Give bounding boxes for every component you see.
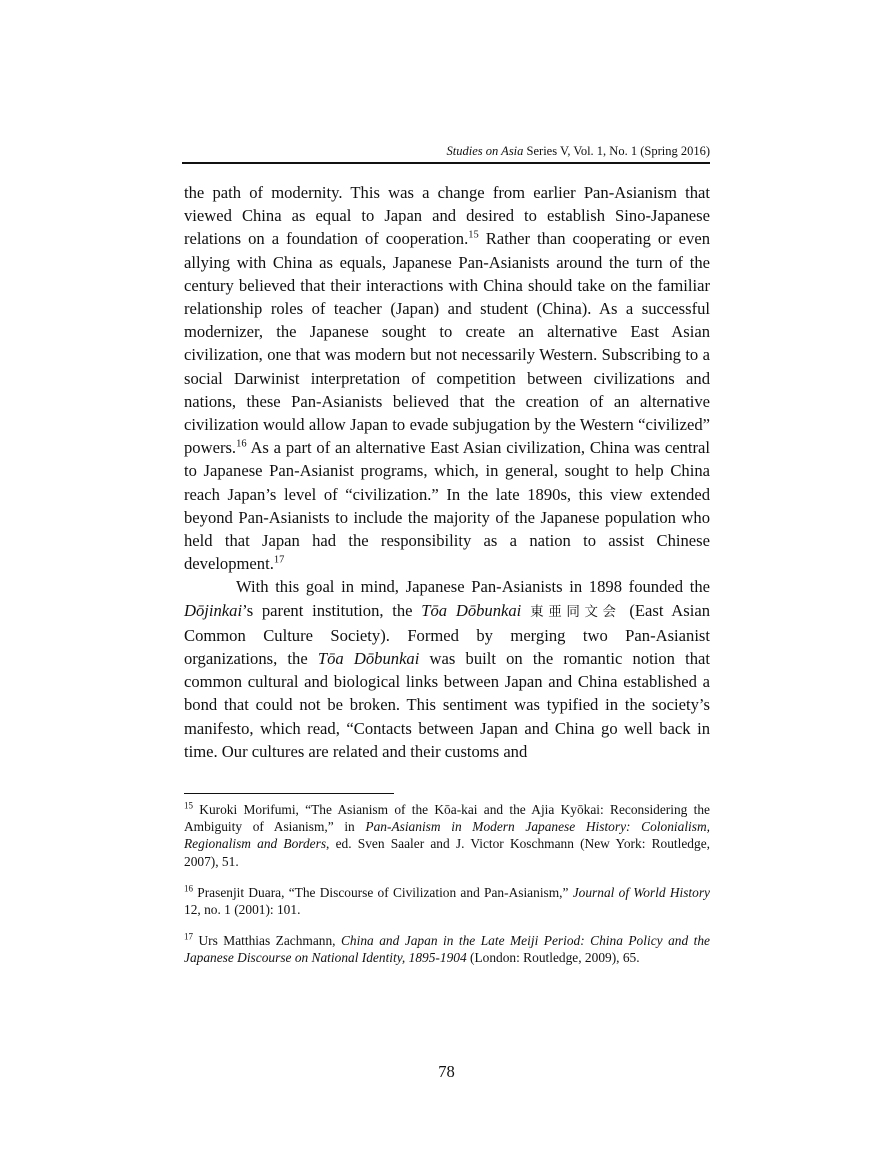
footnote-16-title: Journal of World History (572, 884, 710, 900)
term-dojinkai: Dōjinkai (184, 600, 243, 620)
footnote-number-17: 17 (184, 931, 193, 942)
footnote-ref-16[interactable]: 16 (236, 438, 247, 450)
footnote-17-text-a: Urs Matthias Zachmann, (193, 933, 341, 949)
paragraph-2-text-c: (East Asian Common Culture Society). Formed by merging two Pan-Asianist organizations, the (184, 600, 710, 669)
paragraph-1-text-c: As a part of an alternative East Asian civilization, China was central to Japanese Pan-Asianist programs, which, in general, sought to help China reach Japan’s level of “civilization.” In the late 1890s, this view extended beyond Pan-Asianists to include the majority of the Japanese population who held that Japan had the responsibility as a nation to assist Chinese development. (184, 438, 710, 574)
term-toa-dobunkai-kanji: 東亜同文会 (521, 603, 621, 620)
footnote-17-text-b: (London: Routledge, 2009), 65. (466, 950, 640, 966)
footnote-number-15: 15 (184, 800, 193, 811)
body-text (184, 181, 710, 763)
paragraph-2 (184, 575, 710, 763)
footnote-15-title: Pan-Asianism in Modern Japanese History: Colonialism, Regionalism and Borders (184, 819, 710, 852)
footnote-16-text-a: Prasenjit Duara, “The Discourse of Civilization and Pan-Asianism,” (193, 884, 573, 900)
footnotes (184, 801, 710, 981)
footnote-16 (184, 884, 710, 918)
paragraph-2-text-a: With this goal in mind, Japanese Pan-Asianists in 1898 founded the (236, 577, 710, 597)
footnote-ref-15[interactable]: 15 (468, 229, 479, 241)
running-header (182, 144, 710, 164)
footnote-17-title: China and Japan in the Late Meiji Period: China Policy and the Japanese Discourse on National Identity, 1895-1904 (184, 933, 710, 966)
paragraph-2-text-b: ’s parent institution, the (242, 600, 422, 620)
paragraph-2-text-d: was built on the romantic notion that common cultural and biological links between Japan and China established a bond that could not be broken. This sentiment was typified in the society’s manifesto, which read, “Contacts between Japan and China go well back in time. Our cultures are related and their customs and (184, 649, 710, 761)
term-toa-dobunkai: Tōa Dōbunkai (421, 600, 522, 620)
footnote-15 (184, 801, 710, 870)
footnote-15-text-a: Kuroki Morifumi, “The Asianism of the Kōa-kai and the Ajia Kyōkai: Reconsidering the Ambiguity of Asianism,” in (184, 802, 710, 835)
footnote-ref-17[interactable]: 17 (273, 554, 285, 566)
journal-issue: Series V, Vol. 1, No. 1 (Spring 2016) (523, 144, 710, 158)
footnote-divider (184, 793, 394, 794)
paragraph-1 (184, 181, 710, 575)
paragraph-1-text-a: the path of modernity. This was a change from earlier Pan-Asianism that viewed China as equal to Japan and desired to establish Sino-Japanese relations on a foundation of cooperation. (184, 183, 710, 249)
footnote-17 (184, 932, 710, 966)
journal-title: Studies on Asia (446, 144, 524, 158)
term-toa-dobunkai-2: Tōa Dōbunkai (317, 649, 420, 669)
footnote-number-16: 16 (184, 883, 193, 894)
footnote-16-text-b: 12, no. 1 (2001): 101. (184, 902, 301, 918)
footnote-15-text-b: , ed. Sven Saaler and J. Victor Koschmann (New York: Routledge, 2007), 51. (184, 836, 710, 869)
paragraph-1-text-b: Rather than cooperating or even allying with China as equals, Japanese Pan-Asianists around the turn of the century believed that their interactions with China should take on the familiar relationship roles of teacher (Japan) and student (China). As a successful modernizer, the Japanese sought to create an alternative East Asian civilization, one that was modern but not necessarily Western. Subscribing to a social Darwinist interpretation of competition between civilizations and nations, these Pan-Asianists believed that the creation of an alternative civilization would allow Japan to evade subjugation by the Western “civilized” powers. (184, 229, 711, 458)
page-number: 78 (438, 1062, 455, 1081)
